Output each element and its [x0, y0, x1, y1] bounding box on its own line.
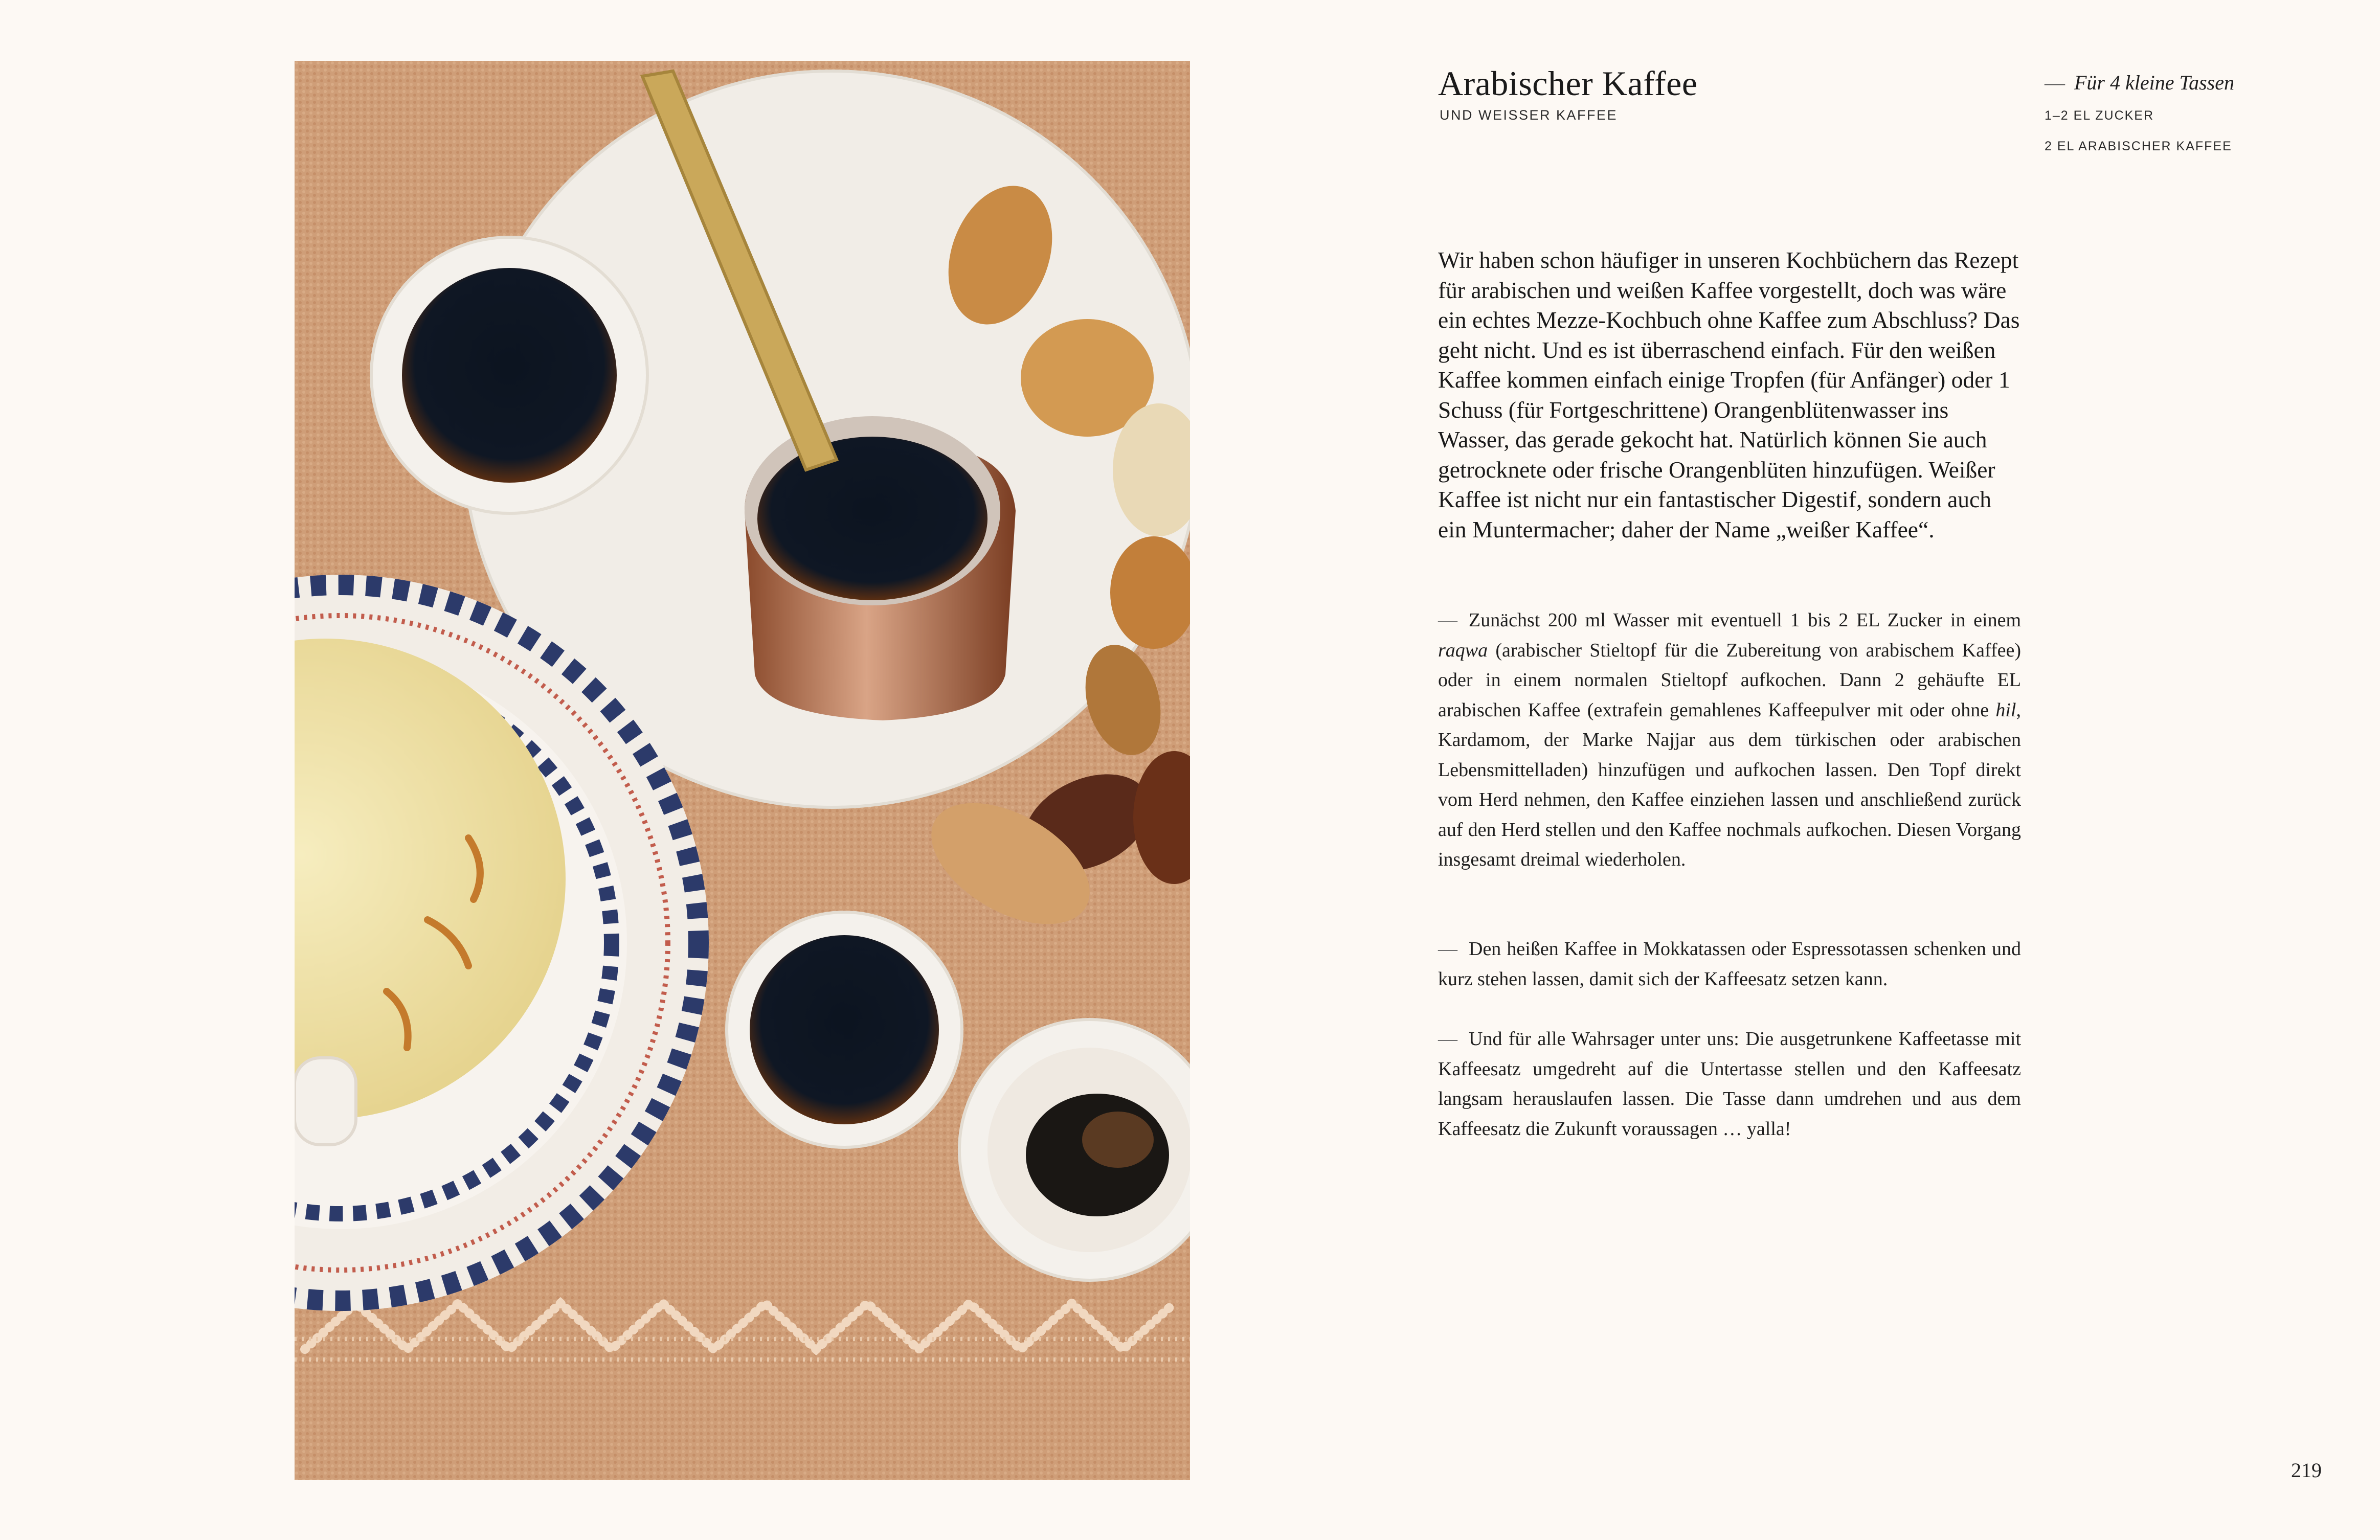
recipe-title: Arabischer Kaffee — [1438, 64, 1698, 103]
term-hil: hil — [1995, 699, 2016, 721]
step-dash: — — [1438, 609, 1457, 631]
step-3-text: Und für alle Wahrsager unter uns: Die ausgetrunkene Kaffeetasse mit Kaffeesatz umgedreht auf die Untertasse stellen und den Kaffeesatz langsam herauslaufen lassen. Die Tasse dann umdrehen und aus dem Kaffeesatz die Zukunft voraussagen … yalla! — [1438, 1028, 2021, 1140]
recipe-yield — [2045, 71, 2234, 95]
step-dash: — — [1438, 1028, 1457, 1050]
yield-dash: — — [2045, 71, 2065, 94]
recipe-subtitle: UND WEISSER KAFFEE — [1440, 107, 1618, 123]
ingredient-item: 1–2 EL ZUCKER — [2045, 108, 2154, 123]
step-2-text: Den heißen Kaffee in Mokkatassen oder Espressotassen schenken und kurz stehen lassen, damit sich der Kaffeesatz setzen kann. — [1438, 938, 2021, 990]
step-dash: — — [1438, 938, 1457, 960]
page-number: 219 — [2291, 1459, 2322, 1482]
step-1 — [1438, 605, 2021, 875]
yield-text: Für 4 kleine Tassen — [2074, 71, 2234, 94]
ingredient-item: 2 EL ARABISCHER KAFFEE — [2045, 139, 2232, 153]
step-2 — [1438, 934, 2021, 994]
step-1-text-c: (arabischer Stieltopf für die Zubereitung von arabischem Kaffee) oder in einem normalen Stieltopf aufkochen. Dann 2 gehäufte EL arabischen Kaffee (extrafein gemahlenes Kaffeepulver mit oder ohne — [1438, 639, 2021, 721]
step-1-text-a: Zunächst 200 ml Wasser mit eventuell 1 bis 2 EL Zucker in einem — [1469, 609, 2021, 631]
recipe-photo — [295, 61, 1190, 1480]
intro-paragraph: Wir haben schon häufiger in unseren Kochbüchern das Rezept für arabischen und weißen Kaffee vorgestellt, doch was wäre ein echtes Mezze-Kochbuch ohne Kaffee zum Abschluss? Das geht nicht. Und es ist überraschend einfach. Für den weißen Kaffee kommen einfach einige Tropfen (für Anfänger) oder 1 Schuss (für Fortgeschrittene) Orangenblütenwasser ins Wasser, das gerade gekocht hat. Natürlich können Sie auch getrocknete oder frische Orangenblüten hinzufügen. Weißer Kaffee ist nicht nur ein fantastischer Digestif, sondern auch ein Muntermacher; daher der Name „weißer Kaffee“. — [1438, 247, 2020, 542]
coffee-table-illustration — [295, 61, 1190, 1480]
step-1-text-e: , Kardamom, der Marke Najjar aus dem türkischen oder arabischen Lebensmittelladen) hinzufügen und aufkochen lassen. Den Topf direkt vom Herd nehmen, den Kaffee einziehen lassen und anschließend zurück auf den Herd stellen und den Kaffee nochmals aufkochen. Diesen Vorgang insgesamt dreimal wiederholen. — [1438, 699, 2021, 870]
step-3 — [1438, 1024, 2021, 1144]
term-raqwa: raqwa — [1438, 639, 1488, 661]
